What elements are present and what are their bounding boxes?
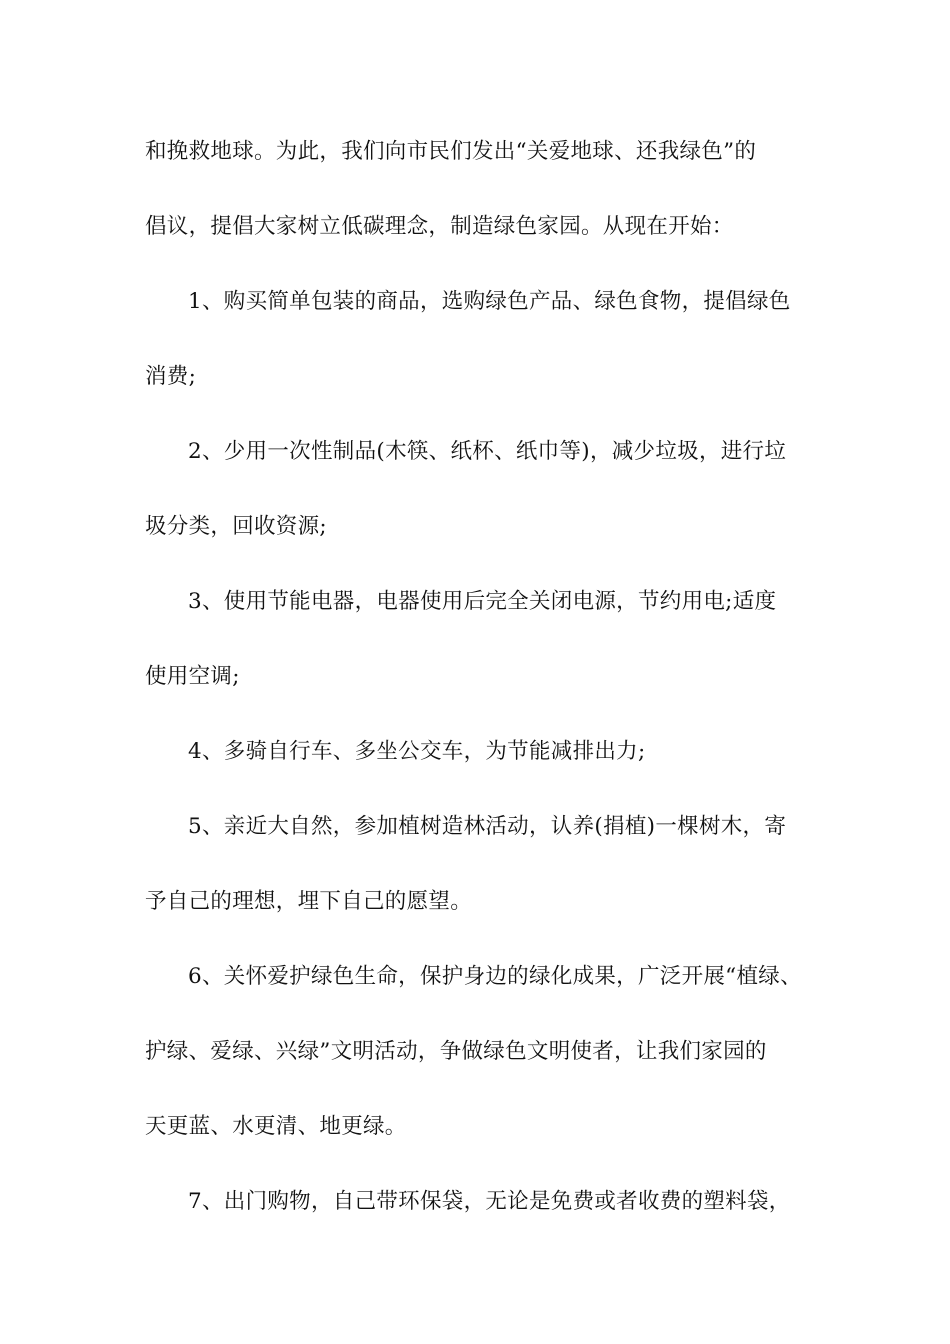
list-item-6-line: 6、关怀爱护绿色生命，保护身边的绿化成果，广泛开展“植绿、: [188, 964, 802, 989]
list-item-1-line: 1、购买简单包装的商品，选购绿色产品、绿色食物，提倡绿色: [188, 289, 791, 314]
text-line: 倡议，提倡大家树立低碳理念，制造绿色家园。从现在开始：: [145, 214, 734, 239]
list-item-3-line: 3、使用节能电器，电器使用后完全关闭电源，节约用电;适度: [188, 589, 777, 614]
list-item-6-continuation: 天更蓝、水更清、地更绿。: [145, 1114, 407, 1139]
list-item-7-line: 7、出门购物，自己带环保袋，无论是免费或者收费的塑料袋，: [188, 1189, 791, 1214]
list-item-1-continuation: 消费;: [145, 364, 197, 389]
list-item-5-line: 5、亲近大自然，参加植树造林活动，认养(捐植)一棵树木，寄: [188, 814, 787, 839]
list-item-2-continuation: 圾分类，回收资源;: [145, 514, 327, 539]
list-item-6-continuation: 护绿、爱绿、兴绿”文明活动，争做绿色文明使者，让我们家园的: [145, 1039, 767, 1064]
list-item-5-continuation: 予自己的理想，埋下自己的愿望。: [145, 889, 473, 914]
list-item-4-line: 4、多骑自行车、多坐公交车，为节能减排出力;: [188, 739, 646, 764]
list-item-2-line: 2、少用一次性制品(木筷、纸杯、纸巾等)，减少垃圾，进行垃: [188, 439, 787, 464]
list-item-3-continuation: 使用空调;: [145, 664, 240, 689]
text-line: 和挽救地球。为此，我们向市民们发出“关爱地球、还我绿色”的: [145, 139, 757, 164]
